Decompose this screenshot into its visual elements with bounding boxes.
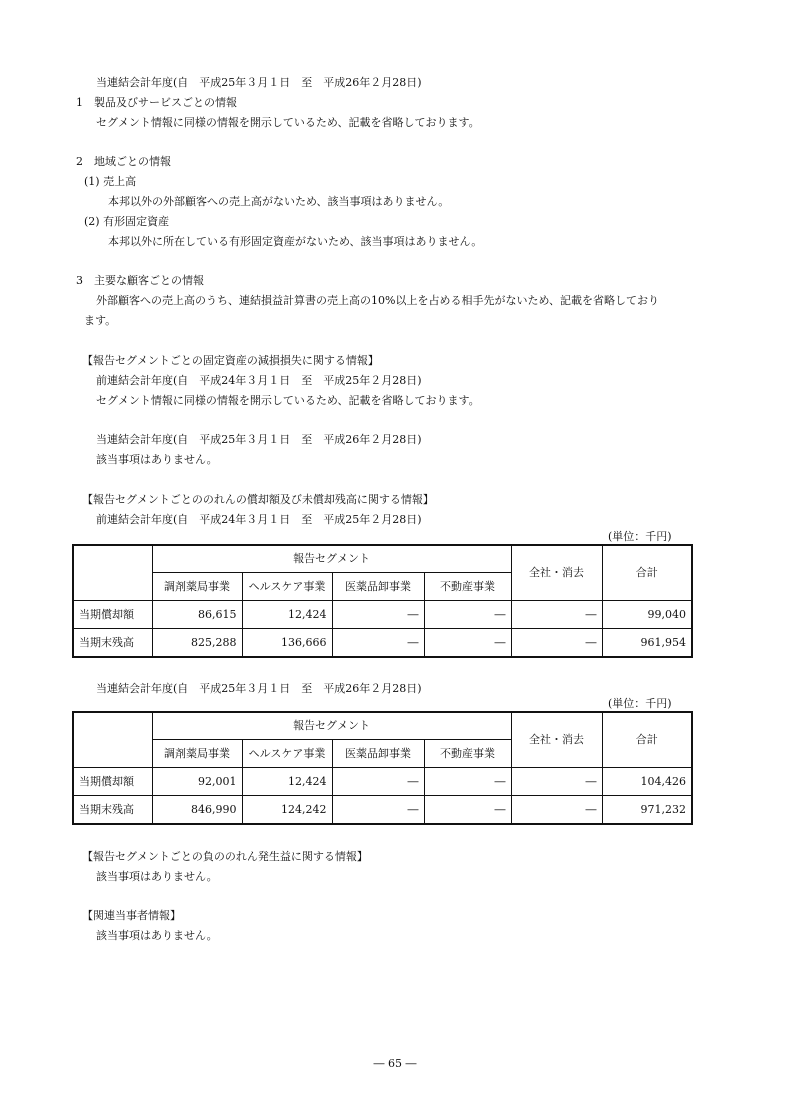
impairment-curr-text: 該当事項はありません。 [96,453,218,466]
cell: ― [332,629,424,658]
cell: ― [332,768,424,796]
fiscal-year-current-heading: 当連結会計年度(自 平成25年３月１日 至 平成26年２月28日) [96,76,422,89]
row-label: 当期償却額 [73,601,152,629]
table-row [73,629,692,658]
cell: 99,040 [602,601,692,629]
row-label: 当期償却額 [73,768,152,796]
cell: ― [332,601,424,629]
segment-header: 不動産事業 [424,740,511,768]
table-row [73,768,692,796]
corp-header: 全社・消去 [511,545,602,601]
goodwill-prev-year: 前連結会計年度(自 平成24年３月１日 至 平成25年２月28日) [96,513,422,526]
cell: ― [511,629,602,658]
cell: 12,424 [242,601,332,629]
segment-group-header: 報告セグメント [152,712,511,740]
corner-cell [73,545,152,601]
section-1-text: セグメント情報に同様の情報を開示しているため、記載を省略しております。 [96,116,480,129]
total-header: 合計 [602,712,692,768]
table-row [73,796,692,825]
impairment-prev-text: セグメント情報に同様の情報を開示しているため、記載を省略しております。 [96,394,480,407]
cell: ― [424,629,511,658]
negative-goodwill-heading: 【報告セグメントごとの負ののれん発生益に関する情報】 [82,850,368,863]
cell: ― [424,796,511,825]
section-2-2-heading: (2) 有形固定資産 [84,215,170,228]
goodwill-table-curr [72,711,693,825]
cell: 92,001 [152,768,242,796]
cell: ― [511,796,602,825]
related-party-text: 該当事項はありません。 [96,929,218,942]
cell: ― [424,768,511,796]
cell: ― [511,601,602,629]
impairment-prev-year: 前連結会計年度(自 平成24年３月１日 至 平成25年２月28日) [96,374,422,387]
negative-goodwill-text: 該当事項はありません。 [96,870,218,883]
unit-label-prev: (単位：千円) [608,530,672,543]
impairment-heading: 【報告セグメントごとの固定資産の減損損失に関する情報】 [82,354,379,367]
table-row [73,601,692,629]
section-3-text: 外部顧客への売上高のうち、連結損益計算書の売上高の10%以上を占める相手先がないため、記載を省略しており [96,294,660,307]
cell: 846,990 [152,796,242,825]
corner-cell [73,712,152,768]
related-party-heading: 【関連当事者情報】 [82,909,181,922]
cell: ― [511,768,602,796]
goodwill-table-prev [72,544,693,658]
section-2-2-text: 本邦以外に所在している有形固定資産がないため、該当事項はありません。 [108,235,483,248]
row-label: 当期末残高 [73,796,152,825]
segment-header: 医薬品卸事業 [332,740,424,768]
segment-header: 調剤薬局事業 [152,740,242,768]
unit-label-curr: (単位：千円) [608,697,672,710]
cell: 961,954 [602,629,692,658]
row-label: 当期末残高 [73,629,152,658]
cell: 825,288 [152,629,242,658]
section-2-heading: 2 地域ごとの情報 [76,155,171,168]
segment-header: 不動産事業 [424,573,511,601]
section-3-text-cont: ます。 [84,314,117,327]
cell: 124,242 [242,796,332,825]
cell: 12,424 [242,768,332,796]
cell: 971,232 [602,796,692,825]
goodwill-heading: 【報告セグメントごとののれんの償却額及び未償却残高に関する情報】 [82,493,434,506]
segment-group-header: 報告セグメント [152,545,511,573]
cell: 104,426 [602,768,692,796]
section-3-heading: 3 主要な顧客ごとの情報 [76,274,204,287]
page-number: ― 65 ― [373,1057,417,1070]
segment-header: ヘルスケア事業 [242,573,332,601]
cell: 136,666 [242,629,332,658]
corp-header: 全社・消去 [511,712,602,768]
total-header: 合計 [602,545,692,601]
cell: 86,615 [152,601,242,629]
segment-header: 調剤薬局事業 [152,573,242,601]
cell: ― [332,796,424,825]
section-2-1-heading: (1) 売上高 [84,175,137,188]
goodwill-curr-year: 当連結会計年度(自 平成25年３月１日 至 平成26年２月28日) [96,682,422,695]
cell: ― [424,601,511,629]
impairment-curr-year: 当連結会計年度(自 平成25年３月１日 至 平成26年２月28日) [96,433,422,446]
segment-header: 医薬品卸事業 [332,573,424,601]
section-2-1-text: 本邦以外の外部顧客への売上高がないため、該当事項はありません。 [108,195,450,208]
section-1-heading: 1 製品及びサービスごとの情報 [76,96,237,109]
segment-header: ヘルスケア事業 [242,740,332,768]
